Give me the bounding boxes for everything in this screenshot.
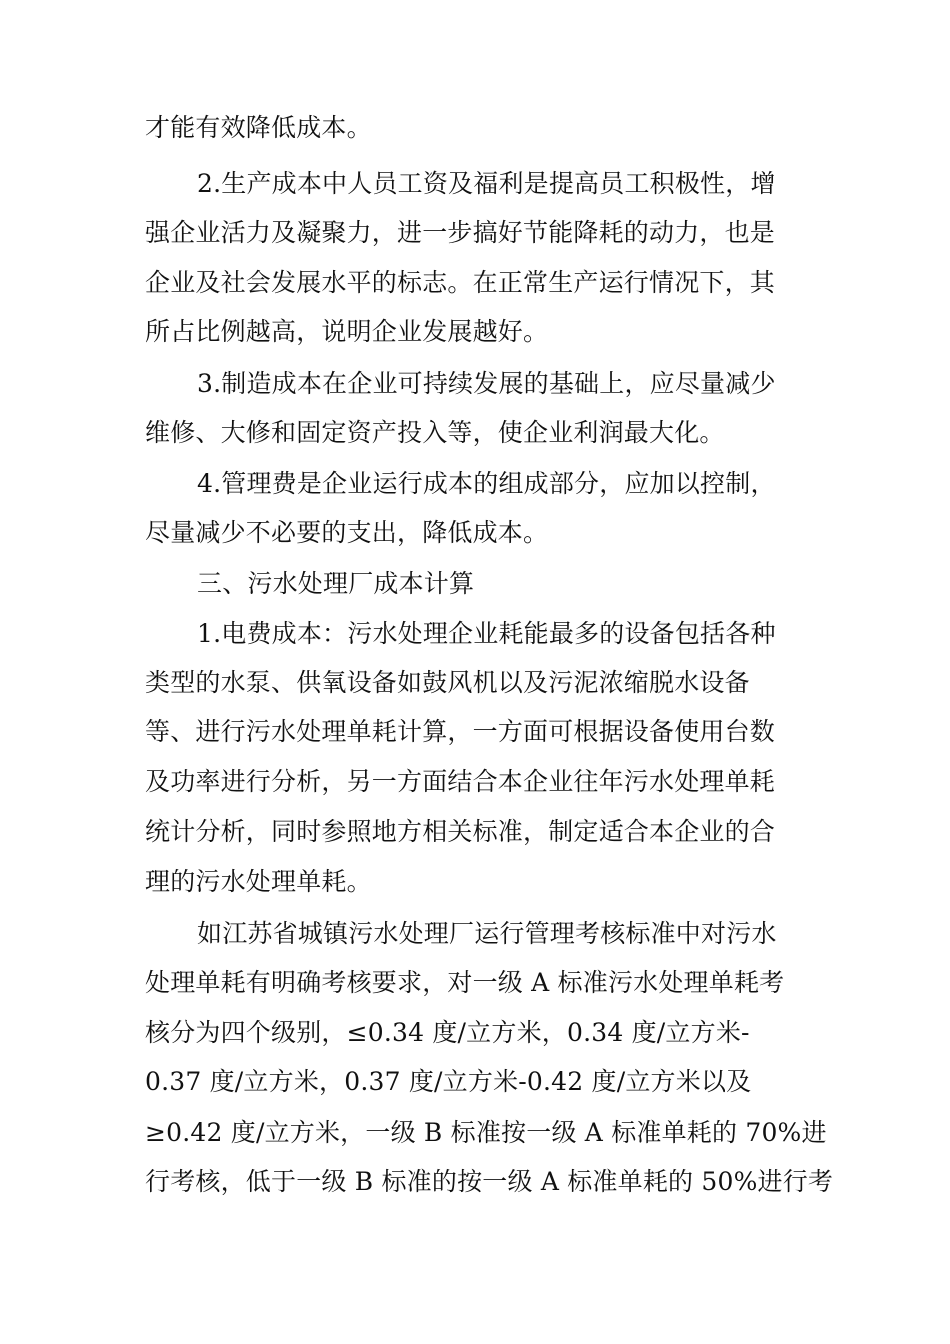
text-line: 3.制造成本在企业可持续发展的基础上，应尽量减少 xyxy=(197,369,776,398)
text-line: 行考核，低于一级 B 标准的按一级 A 标准单耗的 50%进行考 xyxy=(145,1167,834,1196)
text-line: 核分为四个级别，≤0.34 度/立方米，0.34 度/立方米- xyxy=(145,1018,750,1047)
text-line: 如江苏省城镇污水处理厂运行管理考核标准中对污水 xyxy=(197,919,777,948)
text-line: 所占比例越高，说明企业发展越好。 xyxy=(145,317,549,346)
text-line: ≥0.42 度/立方米，一级 B 标准按一级 A 标准单耗的 70%进 xyxy=(145,1118,827,1147)
text-line: 及功率进行分析，另一方面结合本企业往年污水处理单耗 xyxy=(145,767,776,796)
text-line: 类型的水泵、供氧设备如鼓风机以及污泥浓缩脱水设备 xyxy=(145,668,750,697)
text-line: 维修、大修和固定资产投入等，使企业利润最大化。 xyxy=(145,418,725,447)
text-line: 等、进行污水处理单耗计算，一方面可根据设备使用台数 xyxy=(145,717,776,746)
section-heading: 三、污水处理厂成本计算 xyxy=(197,569,475,598)
text-line: 处理单耗有明确考核要求，对一级 A 标准污水处理单耗考 xyxy=(145,968,785,997)
text-line: 4.管理费是企业运行成本的组成部分，应加以控制， xyxy=(197,469,776,498)
text-line: 理的污水处理单耗。 xyxy=(145,867,372,896)
text-line: 2.生产成本中人员工资及福利是提高员工积极性，增 xyxy=(197,169,776,198)
text-line: 强企业活力及凝聚力，进一步搞好节能降耗的动力，也是 xyxy=(145,218,776,247)
text-line: 才能有效降低成本。 xyxy=(145,113,372,142)
text-line: 0.37 度/立方米，0.37 度/立方米-0.42 度/立方米以及 xyxy=(145,1067,752,1096)
text-line: 企业及社会发展水平的标志。在正常生产运行情况下，其 xyxy=(145,268,776,297)
text-line: 1.电费成本：污水处理企业耗能最多的设备包括各种 xyxy=(197,619,776,648)
text-line: 尽量减少不必要的支出，降低成本。 xyxy=(145,518,549,547)
text-line: 统计分析，同时参照地方相关标准，制定适合本企业的合 xyxy=(145,817,776,846)
